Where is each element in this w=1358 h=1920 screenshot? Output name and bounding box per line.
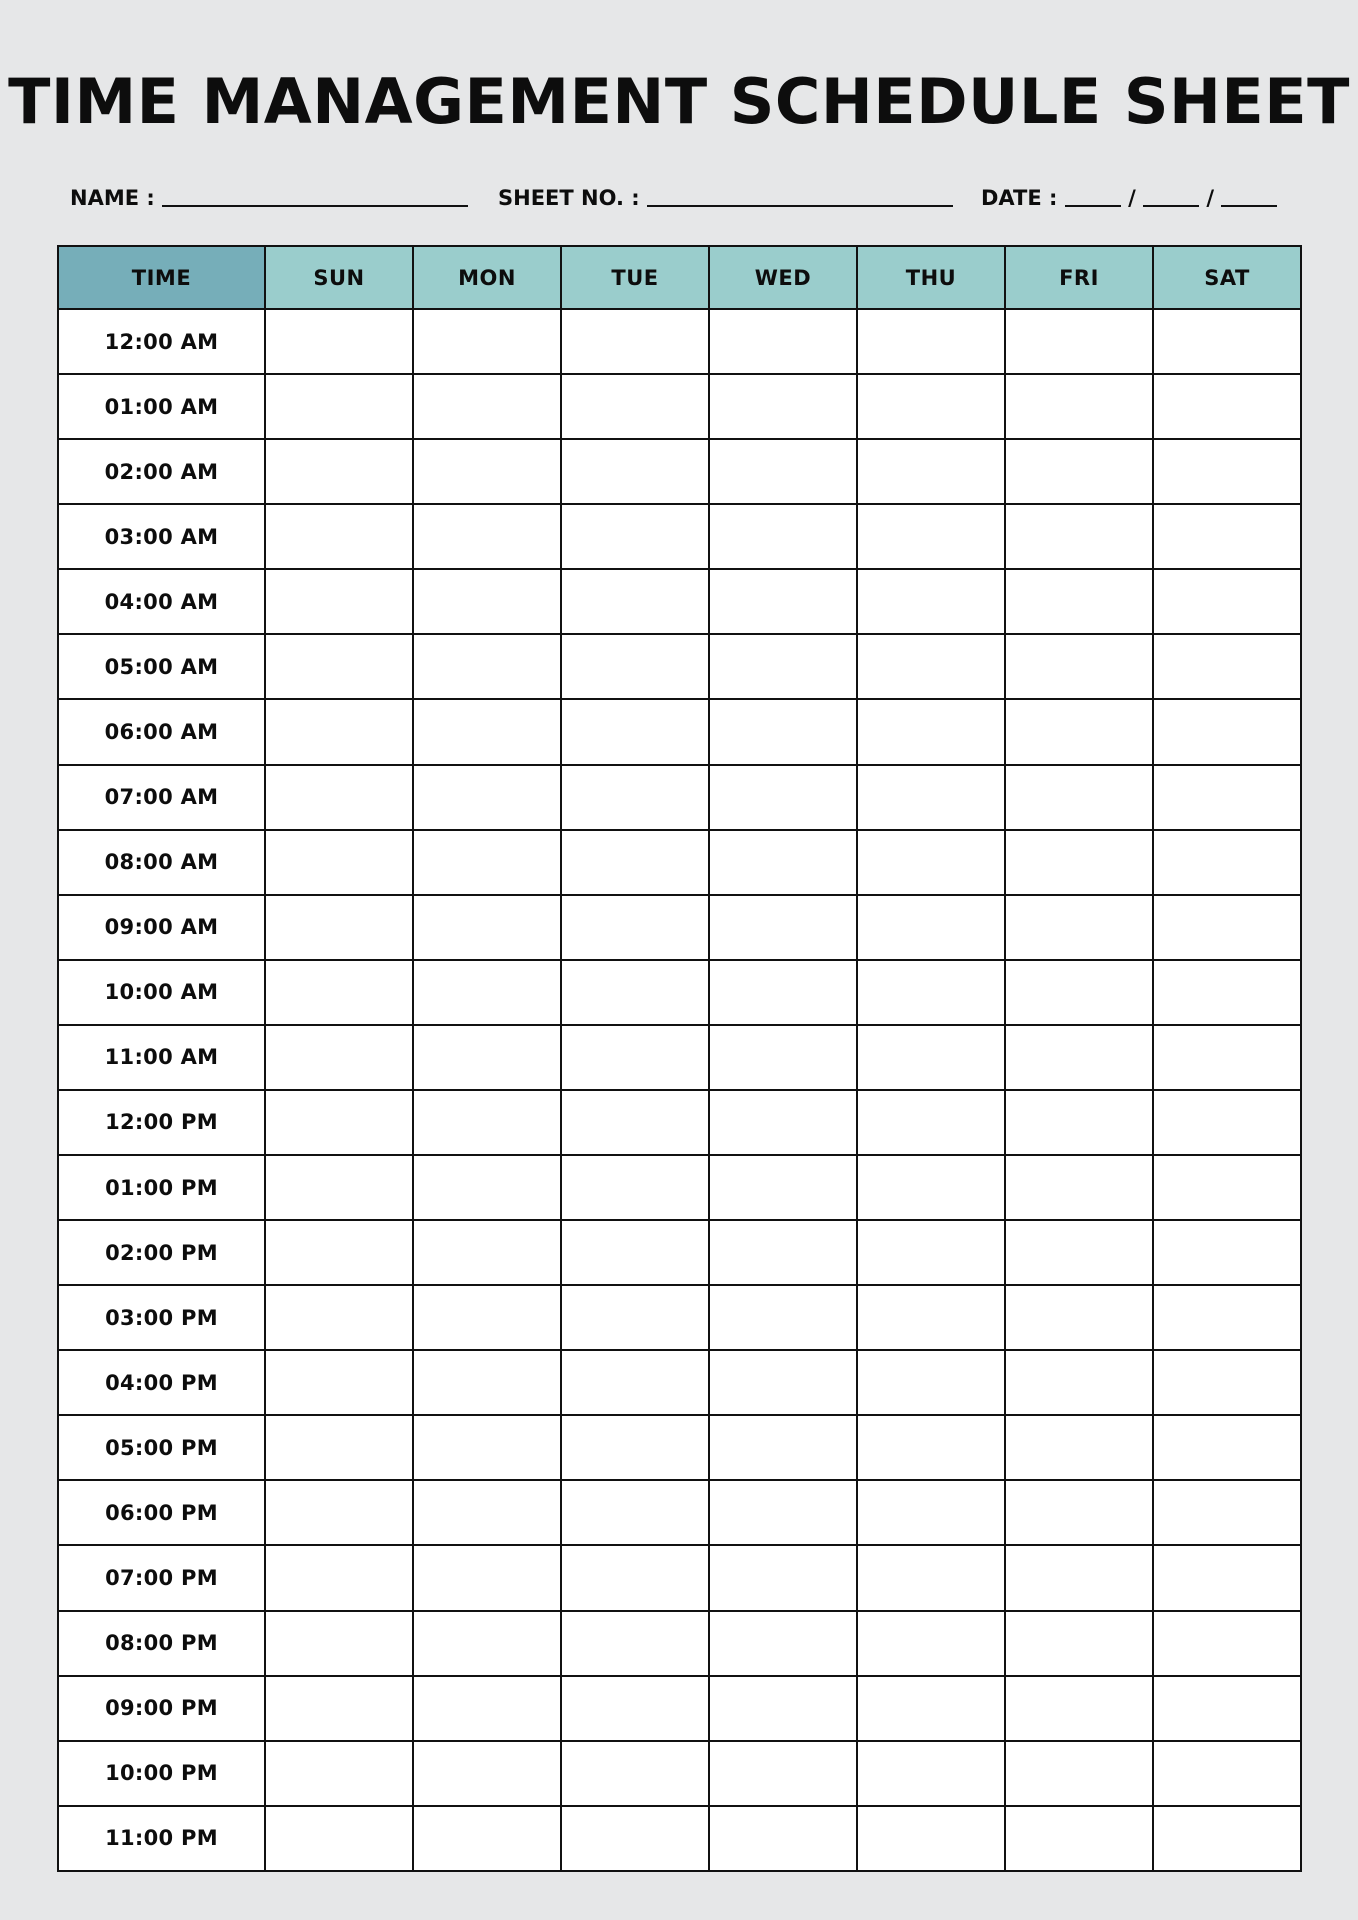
schedule-cell[interactable] (265, 1220, 413, 1285)
schedule-cell[interactable] (561, 699, 709, 764)
schedule-cell[interactable] (857, 1741, 1005, 1806)
schedule-cell[interactable] (709, 699, 857, 764)
column-header-time: TIME (58, 246, 265, 309)
table-row (58, 830, 1301, 895)
schedule-cell[interactable] (413, 895, 561, 960)
schedule-cell[interactable] (561, 1220, 709, 1285)
schedule-cell[interactable] (413, 1285, 561, 1350)
schedule-cell[interactable] (857, 960, 1005, 1025)
table-row (58, 504, 1301, 569)
time-slot-label: 09:00 PM (58, 1676, 265, 1741)
column-header-day: TUE (561, 246, 709, 309)
schedule-cell[interactable] (413, 634, 561, 699)
date-day-blank[interactable] (1065, 205, 1121, 207)
schedule-cell[interactable] (1153, 699, 1301, 764)
schedule-cell[interactable] (265, 309, 413, 374)
schedule-cell[interactable] (1005, 374, 1153, 439)
time-slot-label: 06:00 AM (58, 699, 265, 764)
schedule-cell[interactable] (561, 1155, 709, 1220)
schedule-cell[interactable] (1153, 1611, 1301, 1676)
schedule-cell[interactable] (857, 895, 1005, 960)
schedule-cell[interactable] (857, 1025, 1005, 1090)
schedule-cell[interactable] (857, 699, 1005, 764)
schedule-cell[interactable] (709, 634, 857, 699)
schedule-cell[interactable] (1005, 1611, 1153, 1676)
schedule-cell[interactable] (1153, 439, 1301, 504)
schedule-cell[interactable] (1153, 765, 1301, 830)
column-header-day: SUN (265, 246, 413, 309)
schedule-cell[interactable] (1153, 1155, 1301, 1220)
schedule-cell[interactable] (413, 830, 561, 895)
time-slot-label: 05:00 PM (58, 1415, 265, 1480)
time-slot-label: 03:00 AM (58, 504, 265, 569)
schedule-cell[interactable] (857, 374, 1005, 439)
schedule-cell[interactable] (857, 1676, 1005, 1741)
schedule-cell[interactable] (1153, 895, 1301, 960)
schedule-cell[interactable] (1153, 1350, 1301, 1415)
schedule-cell[interactable] (709, 569, 857, 634)
sheet-number-blank-line[interactable] (647, 205, 953, 207)
schedule-cell[interactable] (857, 765, 1005, 830)
column-header-day: SAT (1153, 246, 1301, 309)
table-row (58, 1025, 1301, 1090)
time-slot-label: 01:00 AM (58, 374, 265, 439)
schedule-cell[interactable] (265, 1676, 413, 1741)
schedule-cell[interactable] (561, 1741, 709, 1806)
schedule-cell[interactable] (1005, 1220, 1153, 1285)
name-label: NAME : (70, 186, 155, 210)
schedule-cell[interactable] (1153, 1415, 1301, 1480)
schedule-cell[interactable] (265, 1155, 413, 1220)
schedule-cell[interactable] (1005, 1545, 1153, 1610)
schedule-cell[interactable] (265, 1806, 413, 1871)
schedule-cell[interactable] (709, 1676, 857, 1741)
time-slot-label: 12:00 AM (58, 309, 265, 374)
schedule-cell[interactable] (265, 830, 413, 895)
page-title: TIME MANAGEMENT SCHEDULE SHEET (8, 65, 1350, 138)
table-row (58, 1480, 1301, 1545)
schedule-cell[interactable] (1005, 765, 1153, 830)
schedule-cell[interactable] (1153, 1741, 1301, 1806)
schedule-cell[interactable] (1153, 1285, 1301, 1350)
schedule-cell[interactable] (857, 1611, 1005, 1676)
time-slot-label: 06:00 PM (58, 1480, 265, 1545)
time-slot-label: 03:00 PM (58, 1285, 265, 1350)
schedule-cell[interactable] (1005, 1806, 1153, 1871)
schedule-cell[interactable] (1005, 504, 1153, 569)
schedule-cell[interactable] (413, 1415, 561, 1480)
schedule-cell[interactable] (265, 895, 413, 960)
schedule-cell[interactable] (265, 699, 413, 764)
schedule-cell[interactable] (561, 309, 709, 374)
time-slot-label: 01:00 PM (58, 1155, 265, 1220)
time-slot-label: 07:00 AM (58, 765, 265, 830)
schedule-cell[interactable] (1005, 960, 1153, 1025)
schedule-cell[interactable] (709, 1350, 857, 1415)
schedule-cell[interactable] (561, 1806, 709, 1871)
schedule-cell[interactable] (1005, 895, 1153, 960)
schedule-cell[interactable] (413, 1480, 561, 1545)
schedule-cell[interactable] (1153, 1025, 1301, 1090)
schedule-cell[interactable] (265, 1090, 413, 1155)
sheet-number-field[interactable] (498, 178, 953, 218)
schedule-cell[interactable] (1005, 569, 1153, 634)
schedule-cell[interactable] (561, 1415, 709, 1480)
schedule-cell[interactable] (561, 504, 709, 569)
schedule-cell[interactable] (857, 1806, 1005, 1871)
table-row (58, 1155, 1301, 1220)
schedule-cell[interactable] (265, 569, 413, 634)
schedule-table (57, 245, 1302, 1872)
time-slot-label: 02:00 AM (58, 439, 265, 504)
schedule-cell[interactable] (413, 765, 561, 830)
schedule-cell[interactable] (561, 1480, 709, 1545)
schedule-cell[interactable] (709, 1025, 857, 1090)
schedule-cell[interactable] (413, 309, 561, 374)
column-header-day: FRI (1005, 246, 1153, 309)
schedule-cell[interactable] (561, 1545, 709, 1610)
schedule-cell[interactable] (413, 1025, 561, 1090)
schedule-cell[interactable] (709, 1415, 857, 1480)
schedule-cell[interactable] (561, 1090, 709, 1155)
schedule-cell[interactable] (413, 1545, 561, 1610)
column-header-day: MON (413, 246, 561, 309)
schedule-cell[interactable] (1005, 439, 1153, 504)
schedule-cell[interactable] (1153, 1806, 1301, 1871)
schedule-cell[interactable] (1153, 309, 1301, 374)
schedule-cell[interactable] (413, 1155, 561, 1220)
schedule-cell[interactable] (413, 1806, 561, 1871)
table-row (58, 634, 1301, 699)
time-slot-label: 02:00 PM (58, 1220, 265, 1285)
schedule-cell[interactable] (561, 1285, 709, 1350)
schedule-cell[interactable] (265, 374, 413, 439)
time-slot-label: 11:00 AM (58, 1025, 265, 1090)
table-row (58, 1545, 1301, 1610)
time-slot-label: 08:00 PM (58, 1611, 265, 1676)
schedule-cell[interactable] (561, 439, 709, 504)
schedule-cell[interactable] (1005, 1090, 1153, 1155)
schedule-cell[interactable] (857, 634, 1005, 699)
schedule-cell[interactable] (1153, 374, 1301, 439)
schedule-cell[interactable] (857, 439, 1005, 504)
schedule-cell[interactable] (265, 1285, 413, 1350)
schedule-cell[interactable] (1005, 699, 1153, 764)
schedule-cell[interactable] (1153, 569, 1301, 634)
table-row (58, 1676, 1301, 1741)
schedule-cell[interactable] (709, 1090, 857, 1155)
schedule-cell[interactable] (1005, 830, 1153, 895)
schedule-cell[interactable] (413, 1741, 561, 1806)
schedule-cell[interactable] (561, 374, 709, 439)
date-field[interactable] (981, 178, 1277, 218)
schedule-cell[interactable] (709, 1155, 857, 1220)
schedule-cell[interactable] (413, 1676, 561, 1741)
time-slot-label: 10:00 AM (58, 960, 265, 1025)
schedule-cell[interactable] (709, 1285, 857, 1350)
schedule-cell[interactable] (1153, 830, 1301, 895)
schedule-cell[interactable] (857, 1480, 1005, 1545)
time-slot-label: 04:00 PM (58, 1350, 265, 1415)
schedule-cell[interactable] (709, 895, 857, 960)
schedule-cell[interactable] (561, 895, 709, 960)
schedule-cell[interactable] (265, 504, 413, 569)
schedule-cell[interactable] (857, 309, 1005, 374)
schedule-cell[interactable] (1005, 1285, 1153, 1350)
schedule-cell[interactable] (857, 1415, 1005, 1480)
schedule-cell[interactable] (857, 1545, 1005, 1610)
table-row (58, 374, 1301, 439)
time-slot-label: 07:00 PM (58, 1545, 265, 1610)
schedule-cell[interactable] (1005, 1741, 1153, 1806)
schedule-cell[interactable] (265, 960, 413, 1025)
schedule-cell[interactable] (265, 765, 413, 830)
table-row (58, 1220, 1301, 1285)
name-blank-line[interactable] (162, 205, 468, 207)
table-row (58, 569, 1301, 634)
schedule-cell[interactable] (413, 699, 561, 764)
schedule-cell[interactable] (857, 1220, 1005, 1285)
schedule-cell[interactable] (1153, 1090, 1301, 1155)
schedule-cell[interactable] (561, 830, 709, 895)
schedule-cell[interactable] (709, 374, 857, 439)
schedule-cell[interactable] (265, 634, 413, 699)
schedule-cell[interactable] (413, 439, 561, 504)
column-header-day: WED (709, 246, 857, 309)
time-slot-label: 11:00 PM (58, 1806, 265, 1871)
schedule-cell[interactable] (265, 1611, 413, 1676)
column-header-day: THU (857, 246, 1005, 309)
schedule-cell[interactable] (561, 569, 709, 634)
schedule-cell[interactable] (413, 960, 561, 1025)
schedule-cell[interactable] (265, 1025, 413, 1090)
schedule-cell[interactable] (1153, 504, 1301, 569)
schedule-cell[interactable] (561, 765, 709, 830)
schedule-cell[interactable] (561, 1350, 709, 1415)
schedule-cell[interactable] (709, 1545, 857, 1610)
schedule-cell[interactable] (265, 1480, 413, 1545)
table-row (58, 765, 1301, 830)
schedule-body (58, 309, 1301, 1871)
schedule-cell[interactable] (709, 504, 857, 569)
date-separator: / (1128, 186, 1136, 210)
table-row (58, 1090, 1301, 1155)
sheet-info-fields (70, 178, 1290, 218)
schedule-cell[interactable] (857, 1285, 1005, 1350)
schedule-cell[interactable] (413, 1220, 561, 1285)
schedule-cell[interactable] (1005, 1350, 1153, 1415)
header-row (58, 246, 1301, 309)
schedule-cell[interactable] (561, 1611, 709, 1676)
schedule-cell[interactable] (1153, 960, 1301, 1025)
table-row (58, 1741, 1301, 1806)
schedule-cell[interactable] (709, 309, 857, 374)
schedule-cell[interactable] (709, 1806, 857, 1871)
schedule-cell[interactable] (857, 504, 1005, 569)
schedule-cell[interactable] (1005, 309, 1153, 374)
time-slot-label: 04:00 AM (58, 569, 265, 634)
date-separator: / (1206, 186, 1215, 210)
table-row (58, 309, 1301, 374)
table-row (58, 1285, 1301, 1350)
date-label: DATE : (981, 186, 1058, 210)
table-row (58, 895, 1301, 960)
schedule-cell[interactable] (709, 1480, 857, 1545)
schedule-cell[interactable] (1153, 1220, 1301, 1285)
schedule-cell[interactable] (1005, 634, 1153, 699)
schedule-cell[interactable] (1005, 1415, 1153, 1480)
table-row (58, 1806, 1301, 1871)
schedule-cell[interactable] (265, 1350, 413, 1415)
time-slot-label: 05:00 AM (58, 634, 265, 699)
schedule-cell[interactable] (709, 765, 857, 830)
schedule-cell[interactable] (413, 569, 561, 634)
schedule-cell[interactable] (709, 1741, 857, 1806)
schedule-cell[interactable] (413, 1350, 561, 1415)
schedule-cell[interactable] (709, 830, 857, 895)
schedule-cell[interactable] (413, 374, 561, 439)
schedule-cell[interactable] (1005, 1155, 1153, 1220)
schedule-cell[interactable] (857, 1090, 1005, 1155)
table-row (58, 439, 1301, 504)
schedule-cell[interactable] (265, 439, 413, 504)
time-slot-label: 09:00 AM (58, 895, 265, 960)
schedule-cell[interactable] (1153, 1480, 1301, 1545)
time-slot-label: 12:00 PM (58, 1090, 265, 1155)
schedule-cell[interactable] (857, 830, 1005, 895)
table-row (58, 960, 1301, 1025)
schedule-cell[interactable] (709, 439, 857, 504)
schedule-cell[interactable] (709, 1611, 857, 1676)
schedule-cell[interactable] (857, 1155, 1005, 1220)
schedule-cell[interactable] (1005, 1025, 1153, 1090)
schedule-cell[interactable] (265, 1741, 413, 1806)
time-slot-label: 08:00 AM (58, 830, 265, 895)
schedule-cell[interactable] (1153, 634, 1301, 699)
schedule-cell[interactable] (1005, 1676, 1153, 1741)
schedule-cell[interactable] (561, 1676, 709, 1741)
table-row (58, 1415, 1301, 1480)
schedule-cell[interactable] (1005, 1480, 1153, 1545)
schedule-cell[interactable] (413, 504, 561, 569)
schedule-cell[interactable] (1153, 1676, 1301, 1741)
schedule-cell[interactable] (709, 960, 857, 1025)
date-year-blank[interactable] (1221, 205, 1277, 207)
schedule-cell[interactable] (709, 1220, 857, 1285)
schedule-cell[interactable] (561, 960, 709, 1025)
schedule-cell[interactable] (413, 1090, 561, 1155)
name-field[interactable] (70, 178, 468, 218)
table-row (58, 1611, 1301, 1676)
schedule-cell[interactable] (561, 1025, 709, 1090)
schedule-cell[interactable] (265, 1415, 413, 1480)
schedule-cell[interactable] (857, 1350, 1005, 1415)
schedule-cell[interactable] (1153, 1545, 1301, 1610)
schedule-cell[interactable] (857, 569, 1005, 634)
time-slot-label: 10:00 PM (58, 1741, 265, 1806)
sheet-number-label: SHEET NO. : (498, 186, 640, 210)
schedule-cell[interactable] (561, 634, 709, 699)
date-month-blank[interactable] (1143, 205, 1199, 207)
table-row (58, 699, 1301, 764)
table-row (58, 1350, 1301, 1415)
schedule-cell[interactable] (413, 1611, 561, 1676)
schedule-cell[interactable] (265, 1545, 413, 1610)
